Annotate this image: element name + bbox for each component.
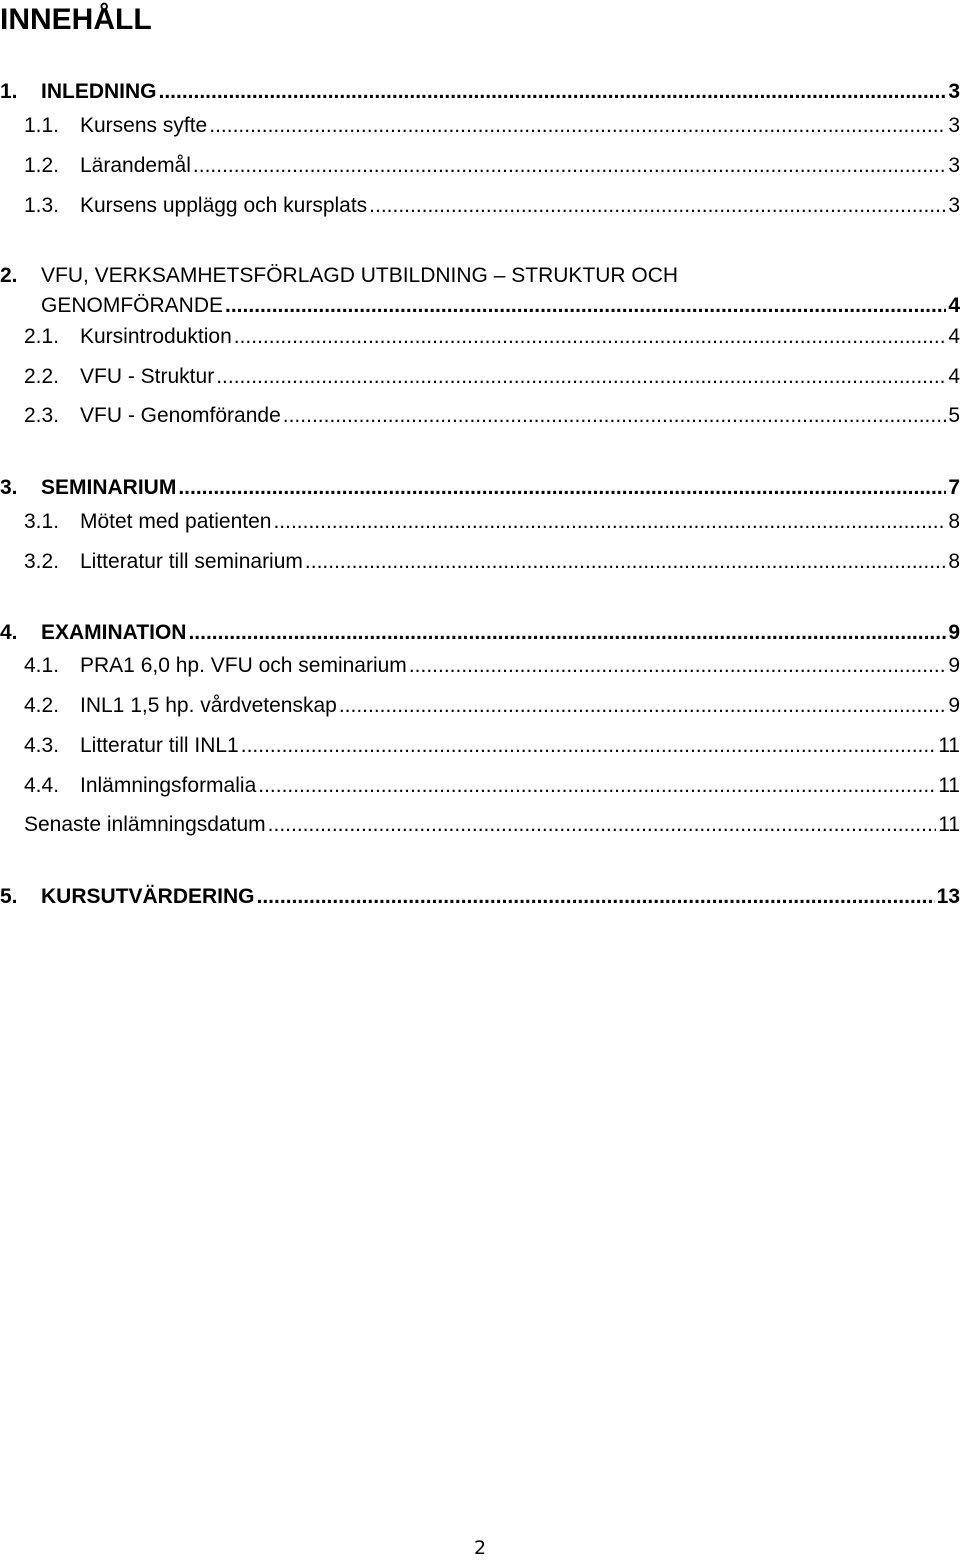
toc-entry-vfu-struktur-och-genomforande[interactable]	[0, 262, 960, 326]
dot-leader	[178, 474, 946, 502]
dot-leader	[339, 692, 946, 720]
toc-entry-page: 9	[948, 654, 960, 677]
toc-entry-larandemal[interactable]	[0, 152, 960, 180]
toc-entry-title: INL1 1,5 hp. vårdvetenskap	[80, 694, 337, 717]
toc-entry-number: 1.3.	[24, 194, 60, 217]
toc-entry-title: Kursens syfte	[80, 114, 208, 137]
toc-entry-number: 1.	[0, 80, 18, 103]
toc-entry-title: EXAMINATION	[41, 621, 187, 644]
toc-entry-title: Kursens upplägg och kursplats	[80, 194, 368, 217]
toc-heading: INNEHÅLL	[0, 3, 152, 36]
toc-entry-page: 8	[948, 550, 960, 573]
dot-leader	[305, 548, 946, 576]
toc-entry-title: Litteratur till INL1	[80, 734, 239, 757]
dot-leader	[193, 152, 946, 180]
toc-entry-inledning[interactable]	[0, 78, 960, 106]
toc-entry-number: 1.1.	[24, 114, 60, 137]
toc-entry-page: 4	[948, 365, 960, 388]
toc-entry-title: PRA1 6,0 hp. VFU och seminarium	[80, 654, 407, 677]
toc-entry-number: 3.1.	[24, 510, 60, 533]
dot-leader	[209, 112, 946, 140]
toc-entry-page: 9	[948, 694, 960, 717]
toc-entry-title: Inlämningsformalia	[80, 774, 257, 797]
toc-entry-title: Lärandemål	[80, 154, 191, 177]
toc-entry-vfu-struktur[interactable]	[0, 363, 960, 391]
toc-entry-vfu-genomforande[interactable]	[0, 402, 960, 430]
toc-entry-motet-med-patienten[interactable]	[0, 508, 960, 536]
toc-entry-page: 11	[938, 734, 960, 757]
toc-entry-page: 9	[948, 621, 960, 644]
dot-leader	[241, 732, 936, 760]
dot-leader	[188, 619, 946, 647]
toc-entry-number: 4.3.	[24, 734, 60, 757]
toc-entry-title: Kursintroduktion	[80, 325, 232, 348]
toc-entry-page: 11	[938, 774, 960, 797]
toc-entry-title: GENOMFÖRANDE	[41, 294, 224, 317]
toc-entry-seminarium[interactable]	[0, 474, 960, 502]
toc-entry-litteratur-seminarium[interactable]	[0, 548, 960, 576]
toc-entry-number: 3.	[0, 476, 18, 499]
toc-entry-kursens-syfte[interactable]	[0, 112, 960, 140]
toc-entry-kursens-upplagg[interactable]	[0, 192, 960, 220]
toc-entry-page: 7	[948, 476, 960, 499]
toc-entry-number: 2.3.	[24, 404, 60, 427]
toc-entry-page: 4	[948, 325, 960, 348]
toc-entry-examination[interactable]	[0, 619, 960, 647]
toc-entry-number: 2.1.	[24, 325, 60, 348]
toc-entry-page: 3	[948, 114, 960, 137]
toc-entry-page: 8	[948, 510, 960, 533]
toc-entry-title: SEMINARIUM	[41, 476, 177, 499]
dot-leader	[283, 402, 947, 430]
dot-leader	[159, 78, 947, 106]
toc-entry-number: 3.2.	[24, 550, 60, 573]
toc-entry-number: 1.2.	[24, 154, 60, 177]
page-number: 2	[473, 1537, 487, 1559]
toc-entry-inlamningsformalia[interactable]	[0, 772, 960, 800]
toc-entry-senaste-inlamningsdatum[interactable]	[0, 811, 960, 839]
toc-entry-kursutvardering[interactable]	[0, 883, 960, 911]
toc-entry-page: 5	[948, 404, 960, 427]
toc-entry-litteratur-inl1[interactable]	[0, 732, 960, 760]
toc-entry-number: 4.4.	[24, 774, 60, 797]
toc-entry-page: 3	[948, 154, 960, 177]
dot-leader	[257, 883, 935, 911]
toc-entry-title: Senaste inlämningsdatum	[24, 813, 266, 836]
toc-entry-page: 11	[938, 813, 960, 836]
dot-leader	[409, 652, 947, 680]
toc-entry-number: 5.	[0, 885, 18, 908]
toc-entry-page: 13	[936, 885, 960, 908]
toc-entry-page: 3	[948, 194, 960, 217]
toc-entry-kursintroduktion[interactable]	[0, 323, 960, 351]
toc-entry-page: 3	[948, 80, 960, 103]
toc-entry-number: 4.	[0, 621, 18, 644]
dot-leader	[369, 192, 946, 220]
dot-leader	[258, 772, 936, 800]
dot-leader	[225, 292, 946, 320]
toc-entry-title: INLEDNING	[41, 80, 157, 103]
toc-entry-inl1[interactable]	[0, 692, 960, 720]
dot-leader	[268, 811, 937, 839]
toc-entry-title: KURSUTVÄRDERING	[41, 885, 255, 908]
toc-entry-number: 2.	[0, 264, 18, 287]
toc-entry-number: 4.2.	[24, 694, 60, 717]
toc-entry-page: 4	[948, 294, 960, 317]
toc-entry-title: Mötet med patienten	[80, 510, 272, 533]
toc-entry-pra1[interactable]	[0, 652, 960, 680]
toc-entry-title: VFU - Struktur	[80, 365, 215, 388]
dot-leader	[273, 508, 946, 536]
toc-entry-number: 4.1.	[24, 654, 60, 677]
toc-entry-number: 2.2.	[24, 365, 60, 388]
dot-leader	[216, 363, 946, 391]
toc-entry-title: VFU - Genomförande	[80, 404, 281, 427]
dot-leader	[234, 323, 947, 351]
toc-entry-title: Litteratur till seminarium	[80, 550, 303, 573]
toc-entry-title-line1: VFU, VERKSAMHETSFÖRLAGD UTBILDNING – STRUKTUR OCH	[41, 264, 679, 287]
